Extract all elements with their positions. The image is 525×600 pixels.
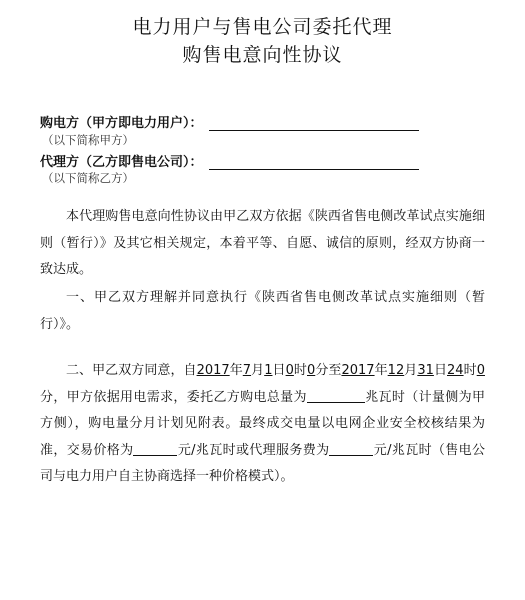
party-b-note: （以下简称乙方） — [42, 171, 134, 185]
start-day: 1 — [264, 363, 273, 378]
text-day: 日 — [272, 363, 286, 378]
end-month: 12 — [387, 363, 405, 378]
clause-2-text-1: 二、甲乙双方同意，自 — [66, 363, 197, 378]
end-year: 2017 — [341, 363, 375, 378]
party-a-row — [40, 112, 419, 131]
service-fee-blank[interactable] — [329, 442, 373, 456]
text-hour: 时 — [463, 363, 477, 378]
total-purchase-blank[interactable] — [307, 389, 365, 403]
clause-2-text-4: 元/兆瓦时或代理服务费为 — [177, 442, 330, 458]
text-minute-to: 分至 — [315, 363, 342, 378]
party-a-label: 购电方（甲方即电力用户）： — [40, 116, 203, 131]
document-title-line2: 购售电意向性协议 — [182, 44, 343, 66]
start-hour: 0 — [285, 363, 294, 378]
party-a-name-field[interactable] — [209, 116, 419, 131]
party-b-label: 代理方（乙方即售电公司）： — [40, 155, 203, 170]
start-minute: 0 — [307, 363, 316, 378]
party-b-row — [40, 151, 419, 170]
start-month: 7 — [242, 363, 252, 378]
text-month: 月 — [251, 363, 265, 378]
clause-2-text-3: 兆瓦时（计量侧为甲方侧），购电量分月计划见附表。最终成交电量以电网企业安全校核结果为准，交易价格为 — [40, 389, 485, 458]
text-month: 月 — [404, 363, 418, 378]
clause-2-text-5: 元/兆瓦时（售电公司与电力用户自主协商选择一种价格模式）。 — [40, 442, 485, 484]
end-hour: 24 — [447, 363, 464, 378]
text-day: 日 — [433, 363, 448, 378]
document-title-line1: 电力用户与售电公司委托代理 — [132, 16, 393, 38]
clause-2-paragraph — [40, 358, 485, 491]
clause-1-paragraph: 一、甲乙双方理解并同意执行《陕西省售电侧改革试点实施细则（暂行）》。 — [40, 290, 485, 332]
intro-paragraph: 本代理购售电意向性协议由甲乙双方依据《陕西省售电侧改革试点实施细则（暂行）》及其它相关规定，本着平等、自愿、诚信的原则，经双方协商一致达成。 — [40, 209, 485, 277]
start-year: 2017 — [196, 363, 230, 378]
end-day: 31 — [417, 363, 434, 378]
text-hour: 时 — [293, 363, 307, 378]
party-b-name-field[interactable] — [209, 155, 419, 170]
trade-price-blank[interactable] — [133, 442, 177, 456]
text-minute: 分 — [40, 389, 54, 405]
clause-2-text-2: ，甲方依据用电需求，委托乙方购电总量为 — [53, 389, 307, 405]
text-year: 年 — [229, 363, 243, 378]
text-year: 年 — [374, 363, 388, 378]
party-a-note: （以下简称甲方） — [42, 133, 134, 147]
end-minute: 0 — [476, 363, 485, 378]
